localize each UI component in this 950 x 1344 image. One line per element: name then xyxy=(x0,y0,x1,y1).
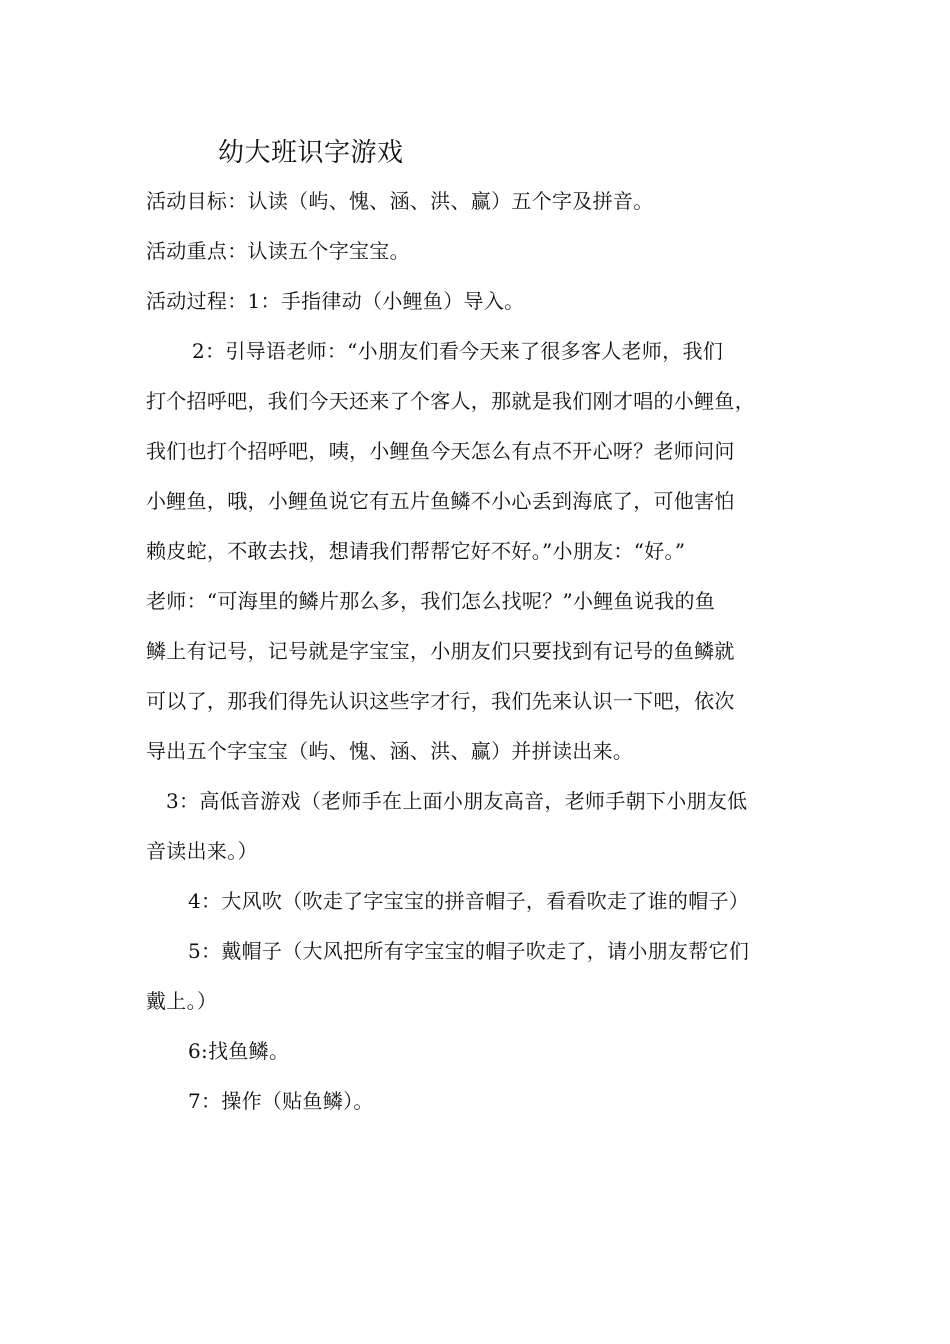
process-step-5: 5：戴帽子（大风把所有字宝宝的帽子吹走了，请小朋友帮它们 xyxy=(188,939,750,963)
process-step-7: 7：操作（贴鱼鳞）。 xyxy=(188,1089,374,1113)
paragraph-line: 赖皮蛇，不敢去找，想请我们帮帮它好不好。”小朋友：“好。” xyxy=(146,539,686,563)
paragraph-line: 我们也打个招呼吧，咦，小鲤鱼今天怎么有点不开心呀？老师问问 xyxy=(146,439,735,463)
paragraph-line: 老师：“可海里的鳞片那么多，我们怎么找呢？”小鲤鱼说我的鱼 xyxy=(146,589,716,613)
process-step-3: 3：高低音游戏（老师手在上面小朋友高音，老师手朝下小朋友低 xyxy=(166,789,748,813)
document-title: 幼大班识字游戏 xyxy=(218,138,404,168)
focus-line: 活动重点：认读五个字宝宝。 xyxy=(146,239,410,263)
paragraph-line: 可以了，那我们得先认识这些字才行，我们先来认识一下吧，依次 xyxy=(146,689,735,713)
paragraph-line: 导出五个字宝宝（屿、愧、涵、洪、赢）并拼读出来。 xyxy=(146,739,634,763)
paragraph-line: 打个招呼吧，我们今天还来了个客人，那就是我们刚才唱的小鲤鱼， xyxy=(146,389,755,413)
paragraph-line: 音读出来。） xyxy=(146,839,258,863)
process-step-4: 4：大风吹（吹走了字宝宝的拼音帽子，看看吹走了谁的帽子） xyxy=(188,889,750,913)
paragraph-line: 鳞上有记号，记号就是字宝宝，小朋友们只要找到有记号的鱼鳞就 xyxy=(146,639,735,663)
paragraph-line: 戴上。） xyxy=(146,989,218,1013)
process-step-1: 活动过程：1：手指律动（小鲤鱼）导入。 xyxy=(146,289,525,313)
paragraph-line: 小鲤鱼，哦，小鲤鱼说它有五片鱼鳞不小心丢到海底了，可他害怕 xyxy=(146,489,735,513)
process-step-6: 6:找鱼鳞。 xyxy=(188,1039,290,1063)
process-step-2: 2：引导语老师：“小朋友们看今天来了很多客人老师，我们 xyxy=(192,339,724,363)
goal-line: 活动目标：认读（屿、愧、涵、洪、赢）五个字及拼音。 xyxy=(146,189,654,213)
